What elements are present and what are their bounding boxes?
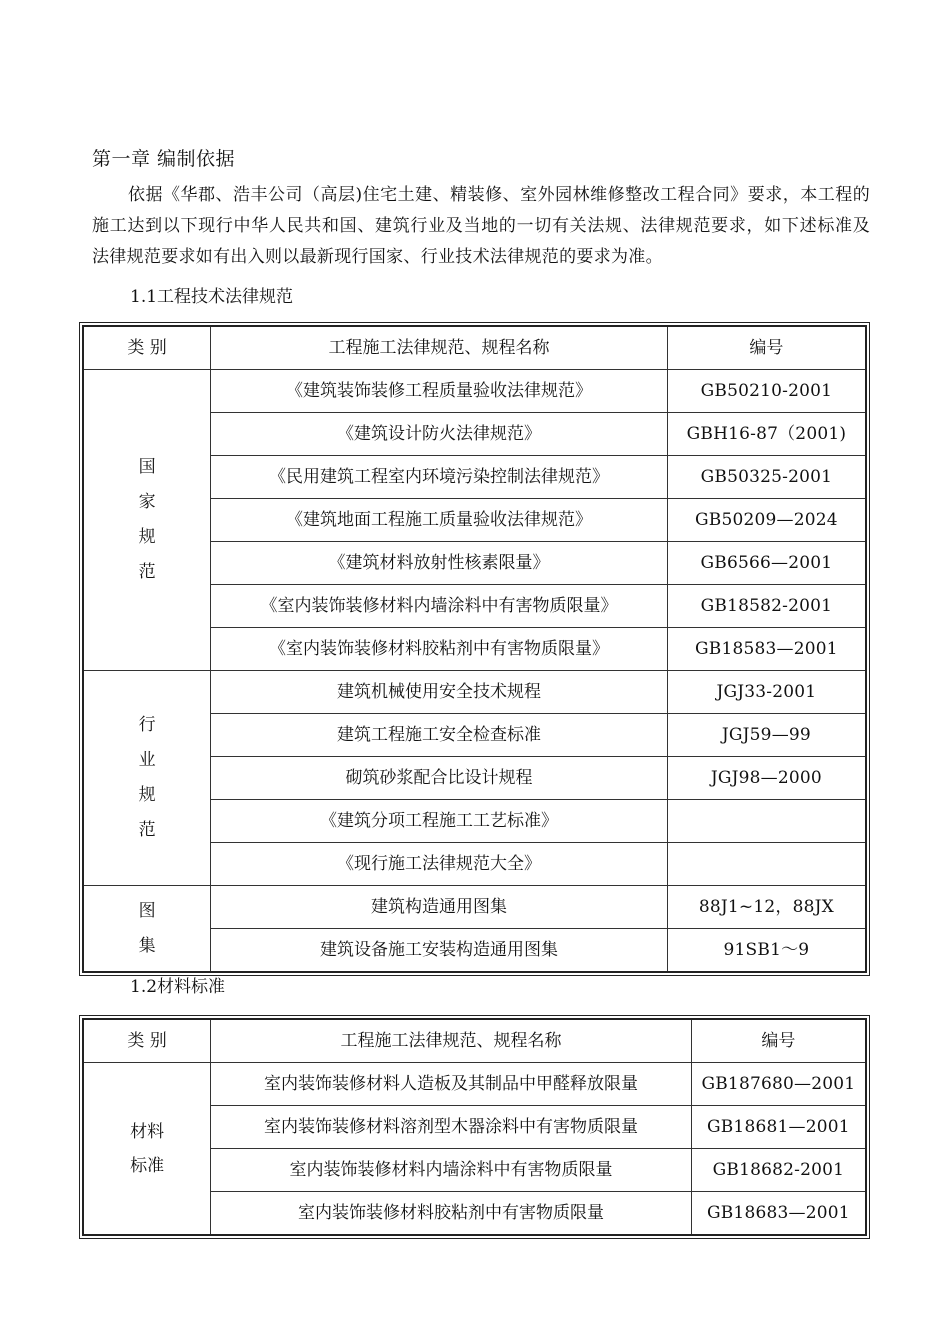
standards-table [82,325,867,973]
row-code: GB18683—2001 [691,1192,866,1236]
table-header-row [83,326,866,370]
header-category: 类 别 [83,326,211,370]
table-row [83,671,866,714]
row-code [667,800,866,843]
row-name: 建筑机械使用安全技术规程 [211,671,668,714]
group-atlas-label: 图集 [138,900,156,956]
row-name: 室内装饰装修材料人造板及其制品中甲醛释放限量 [211,1063,692,1106]
header-code: 编号 [691,1019,866,1063]
row-code: GB50210-2001 [667,370,866,413]
row-code: JGJ33-2001 [667,671,866,714]
row-code: GB50209—2024 [667,499,866,542]
row-name: 砌筑砂浆配合比设计规程 [211,757,668,800]
row-code: 91SB1～9 [667,929,866,973]
row-name: 建筑构造通用图集 [211,886,668,929]
group-national-label: 国家规范 [138,457,156,582]
group-atlas [83,886,211,973]
row-code: GB18582-2001 [667,585,866,628]
header-name: 工程施工法律规范、规程名称 [211,326,668,370]
row-code: 88J1~12，88JX [667,886,866,929]
row-name: 《室内装饰装修材料胶粘剂中有害物质限量》 [211,628,668,671]
row-code: GB6566—2001 [667,542,866,585]
intro-paragraph: 依据《华郡、浩丰公司（高层)住宅土建、精装修、室外园林维修整改工程合同》要求，本工程的施工达到以下现行中华人民共和国、建筑行业及当地的一切有关法规、法律规范要求，如下述标准及法律规范要求如有出入则以最新现行国家、行业技术法律规范的要求为准。 [92,185,870,267]
row-code: GBH16-87（2001) [667,413,866,456]
row-name: 室内装饰装修材料溶剂型木器涂料中有害物质限量 [211,1106,692,1149]
row-name: 建筑设备施工安装构造通用图集 [211,929,668,973]
table-header-row [83,1019,866,1063]
row-code: GB18583—2001 [667,628,866,671]
group-industry-label: 行业规范 [138,715,156,840]
row-name: 室内装饰装修材料内墙涂料中有害物质限量 [211,1149,692,1192]
table-row [83,886,866,929]
row-name: 室内装饰装修材料胶粘剂中有害物质限量 [211,1192,692,1236]
section-title-1-1: 1.1工程技术法律规范 [130,287,294,307]
group-material [83,1063,211,1236]
row-code: JGJ98—2000 [667,757,866,800]
row-name: 《建筑设计防火法律规范》 [211,413,668,456]
row-code: JGJ59—99 [667,714,866,757]
row-name: 《建筑装饰装修工程质量验收法律规范》 [211,370,668,413]
materials-table [82,1018,867,1236]
row-name: 《室内装饰装修材料内墙涂料中有害物质限量》 [211,585,668,628]
row-name: 《民用建筑工程室内环境污染控制法律规范》 [211,456,668,499]
row-name: 《建筑材料放射性核素限量》 [211,542,668,585]
row-code [667,843,866,886]
row-name: 建筑工程施工安全检查标准 [211,714,668,757]
group-material-line1: 材料 [130,1121,165,1142]
table-row [83,370,866,413]
section-title-1-2: 1.2材料标准 [130,977,226,997]
row-name: 《建筑分项工程施工工艺标准》 [211,800,668,843]
group-material-line2: 标准 [130,1155,165,1176]
row-code: GB187680—2001 [691,1063,866,1106]
group-industry [83,671,211,886]
row-code: GB18682-2001 [691,1149,866,1192]
header-name: 工程施工法律规范、规程名称 [211,1019,692,1063]
chapter-title: 第一章 编制依据 [92,148,236,170]
row-code: GB18681—2001 [691,1106,866,1149]
header-category: 类 别 [83,1019,211,1063]
row-name: 《建筑地面工程施工质量验收法律规范》 [211,499,668,542]
row-code: GB50325-2001 [667,456,866,499]
table-row [83,1063,866,1106]
header-code: 编号 [667,326,866,370]
group-national [83,370,211,671]
row-name: 《现行施工法律规范大全》 [211,843,668,886]
